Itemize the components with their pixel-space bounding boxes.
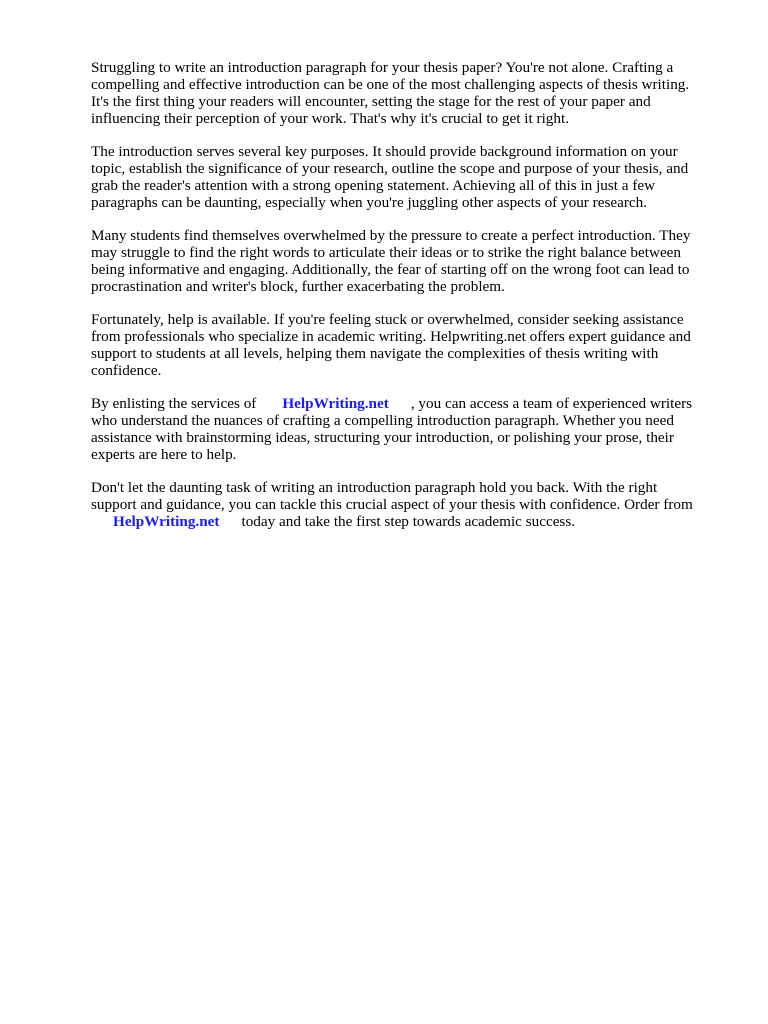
text-line — [91, 395, 711, 412]
paragraph-5 — [91, 395, 711, 463]
paragraph-3 — [91, 227, 711, 295]
paragraph-6 — [91, 479, 711, 530]
text-line: support and guidance, you can tackle this crucial aspect of your thesis with confidence. Order from — [91, 496, 693, 513]
text-line: from professionals who specialize in academic writing. Helpwriting.net offers expert guidance and — [91, 328, 691, 345]
text-line: being informative and engaging. Additionally, the fear of starting off on the wrong foot can lead to — [91, 261, 690, 278]
text-line: support to students at all levels, helping them navigate the complexities of thesis writing with — [91, 345, 659, 362]
text-line: experts are here to help. — [91, 446, 237, 463]
text-fragment: today and take the first step towards academic success. — [241, 513, 576, 530]
text-line: procrastination and writer's block, further exacerbating the problem. — [91, 278, 505, 295]
text-line: Many students find themselves overwhelmed by the pressure to create a perfect introduction. They — [91, 227, 691, 244]
text-line: assistance with brainstorming ideas, structuring your introduction, or polishing your prose, their — [91, 429, 674, 446]
text-line: Fortunately, help is available. If you're feeling stuck or overwhelmed, consider seeking assistance — [91, 311, 684, 328]
text-line: Struggling to write an introduction paragraph for your thesis paper? You're not alone. Crafting a — [91, 59, 674, 76]
paragraph-1 — [91, 59, 711, 127]
text-line: Don't let the daunting task of writing an introduction paragraph hold you back. With the right — [91, 479, 658, 496]
text-line: paragraphs can be daunting, especially when you're juggling other aspects of your research. — [91, 194, 648, 211]
document-body — [91, 59, 711, 546]
text-fragment: By enlisting the services of — [91, 395, 257, 412]
paragraph-2 — [91, 143, 711, 211]
paragraph-4 — [91, 311, 711, 379]
helpwriting-order-link[interactable]: HelpWriting.net — [113, 513, 220, 530]
text-line: topic, establish the significance of your research, outline the scope and purpose of your thesis, and — [91, 160, 689, 177]
text-line: confidence. — [91, 362, 162, 379]
text-line: compelling and effective introduction can be one of the most challenging aspects of thesis writing. — [91, 76, 690, 93]
text-line: The introduction serves several key purposes. It should provide background information on your — [91, 143, 678, 160]
text-fragment: , you can access a team of experienced writers — [410, 395, 693, 412]
text-line: may struggle to find the right words to articulate their ideas or to strike the right balance between — [91, 244, 682, 261]
text-line: influencing their perception of your work. That's why it's crucial to get it right. — [91, 110, 569, 127]
helpwriting-link[interactable]: HelpWriting.net — [282, 395, 389, 412]
text-line: grab the reader's attention with a strong opening statement. Achieving all of this in just a few — [91, 177, 656, 194]
text-line: It's the first thing your readers will encounter, setting the stage for the rest of your paper and — [91, 93, 651, 110]
text-line — [91, 513, 711, 530]
text-line: who understand the nuances of crafting a compelling introduction paragraph. Whether you need — [91, 412, 674, 429]
